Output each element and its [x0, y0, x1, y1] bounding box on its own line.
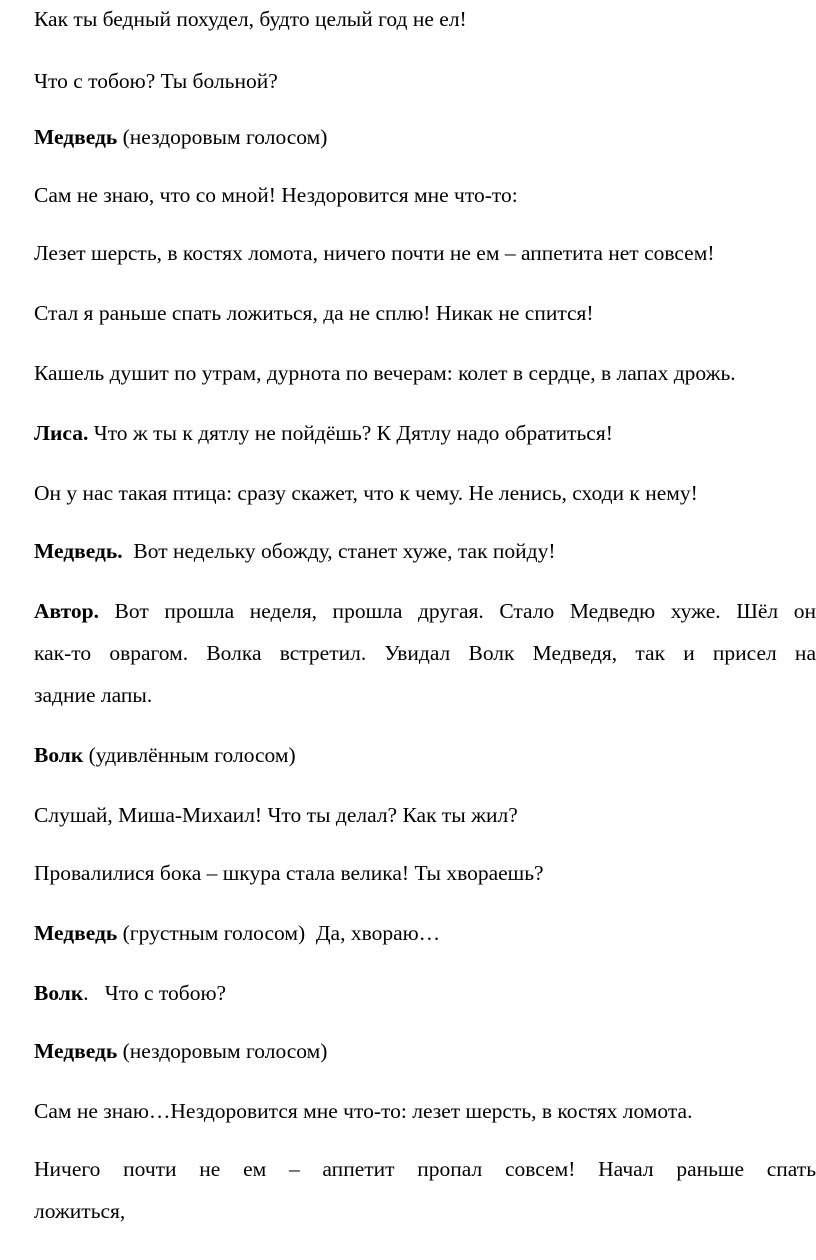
text-line: Лезет шерсть, в костях ломота, ничего почти не ем – аппетита нет совсем! — [34, 241, 715, 265]
dialogue-line — [34, 1034, 816, 1068]
text-line: Сам не знаю, что со мной! Нездоровится мне что-то: — [34, 183, 518, 207]
dialogue-line — [34, 534, 816, 568]
text-line: Ничего почти не ем – аппетит пропал совсем! Начал раньше спать — [34, 1157, 816, 1181]
text-line: Стал я раньше спать ложиться, да не сплю! Никак не спится! — [34, 301, 594, 325]
stage-direction: (удивлённым голосом) — [83, 743, 296, 767]
text-line: Слушай, Миша-Михаил! Что ты делал? Как ты жил? — [34, 803, 518, 827]
narration-line: как-то оврагом. Волка встретил. Увидал Волк Медведя, так и присел на — [34, 641, 816, 665]
dialogue-text: Что ж ты к дятлу не пойдёшь? К Дятлу надо обратиться! — [88, 421, 613, 445]
dialogue-line — [34, 416, 816, 450]
narration-text: Вот прошла неделя, прошла другая. Стало Медведю хуже. Шёл он — [98, 599, 816, 623]
text-line: Кашель душит по утрам, дурнота по вечерам: колет в сердце, в лапах дрожь. — [34, 361, 736, 385]
dialogue-text: (грустным голосом) Да, хвораю… — [117, 921, 441, 945]
text-line: Как ты бедный похудел, будто целый год не ел! — [34, 7, 467, 31]
stage-direction: (нездоровым голосом) — [117, 125, 328, 149]
speaker-name: Лиса. — [34, 421, 89, 445]
speaker-name: Медведь — [34, 921, 118, 945]
text-line: Сам не знаю…Нездоровится мне что-то: лезет шерсть, в костях ломота. — [34, 1099, 693, 1123]
text-line: Провалилися бока – шкура стала велика! Ты хвораешь? — [34, 861, 544, 885]
text-line: Что с тобою? Ты больной? — [34, 69, 278, 93]
speaker-name: Медведь. — [34, 539, 123, 563]
speaker-name: Медведь — [34, 1039, 118, 1063]
narration-line: задние лапы. — [34, 683, 153, 707]
dialogue-line — [34, 120, 816, 154]
speaker-name: Волк — [34, 743, 84, 767]
dialogue-line — [34, 916, 816, 950]
speaker-name: Медведь — [34, 125, 118, 149]
dialogue-text: . Что с тобою? — [83, 981, 227, 1005]
text-line: ложиться, — [34, 1199, 126, 1223]
dialogue-text: Вот недельку обожду, станет хуже, так пойду! — [122, 539, 556, 563]
narration-line — [34, 594, 816, 628]
dialogue-line — [34, 976, 816, 1010]
dialogue-line — [34, 738, 816, 772]
speaker-name: Автор. — [34, 599, 99, 623]
text-line: Он у нас такая птица: сразу скажет, что к чему. Не ленись, сходи к нему! — [34, 481, 698, 505]
stage-direction: (нездоровым голосом) — [117, 1039, 328, 1063]
speaker-name: Волк — [34, 981, 84, 1005]
